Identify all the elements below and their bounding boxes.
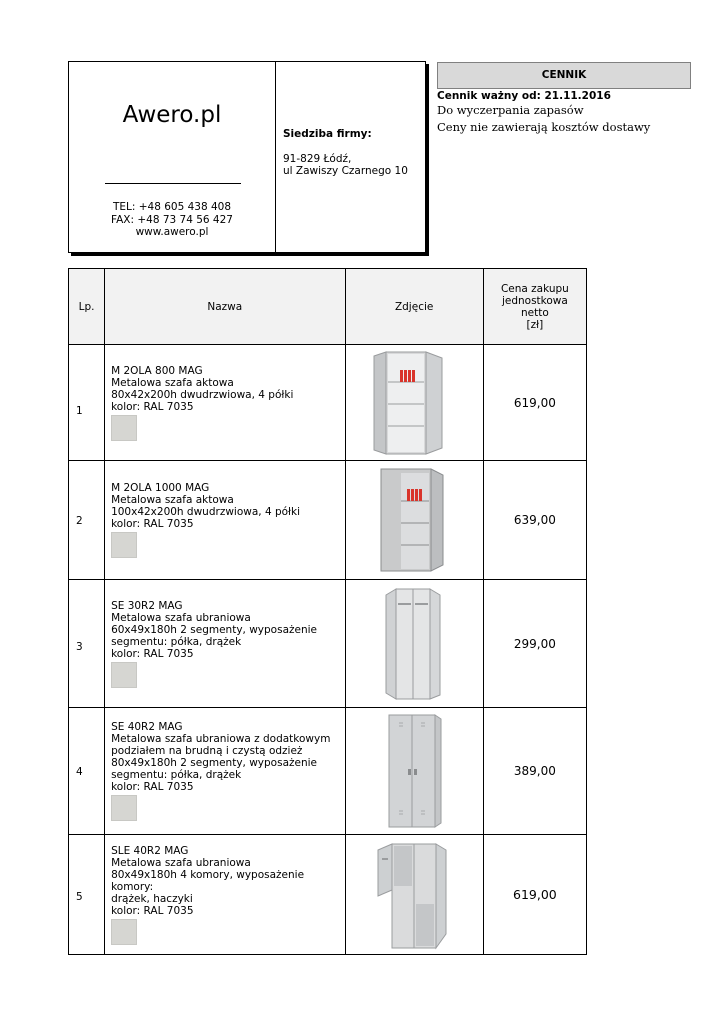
company-logo: Awero.pl <box>122 102 222 128</box>
product-image <box>345 708 483 835</box>
header-price-line: Cena zakupu <box>500 282 569 295</box>
row-price: 389,00 <box>483 708 586 835</box>
description: 60x49x180h 2 segmenty, wyposażenie <box>111 623 318 636</box>
table-row <box>69 580 587 708</box>
color-swatch <box>111 532 137 558</box>
valid-from: Cennik ważny od: 21.11.2016 <box>437 90 611 102</box>
color-swatch <box>111 662 137 688</box>
description: 80x49x180h 2 segmenty, wyposażenie <box>111 757 318 769</box>
description: Metalowa szafa aktowa <box>111 376 234 389</box>
model-name: SLE 40R2 MAG <box>111 844 189 857</box>
product-image <box>345 345 483 461</box>
description: Metalowa szafa ubraniowa <box>111 856 251 869</box>
table-row <box>69 708 587 835</box>
headquarters <box>283 128 408 178</box>
clothes-locker-icon <box>379 711 449 831</box>
description: segmentu: półka, drążek <box>111 769 242 781</box>
header-price-line: jednostkowa <box>501 294 568 307</box>
row-price: 639,00 <box>483 461 586 580</box>
company-box <box>68 61 426 253</box>
color-label: kolor: RAL 7035 <box>111 400 194 413</box>
color-label: kolor: RAL 7035 <box>111 647 194 660</box>
table-header-row <box>69 269 587 345</box>
row-lp: 1 <box>69 345 105 461</box>
website-link[interactable]: www.awero.pl <box>135 226 209 238</box>
hq-label: Siedziba firmy: <box>283 128 372 140</box>
table-row <box>69 835 587 955</box>
model-name: SE 30R2 MAG <box>111 599 183 612</box>
divider <box>105 183 241 184</box>
color-swatch <box>111 795 137 821</box>
product-image <box>345 580 483 708</box>
description: 80x49x180h 4 komory, wyposażenie komory: <box>111 868 305 893</box>
clothes-locker-icon <box>374 585 454 703</box>
row-lp: 3 <box>69 580 105 708</box>
header-price-line: [zł] <box>526 318 544 331</box>
address-line-1: 91-829 Łódź, <box>283 152 352 165</box>
row-price: 619,00 <box>483 345 586 461</box>
row-price: 299,00 <box>483 580 586 708</box>
color-swatch <box>111 415 137 441</box>
note-stock: Do wyczerpania zapasów <box>437 103 584 117</box>
row-lp: 4 <box>69 708 105 835</box>
header-name: Nazwa <box>105 269 345 345</box>
row-name <box>105 835 345 955</box>
row-name <box>105 708 345 835</box>
pricelist-title: CENNIK <box>437 62 691 89</box>
color-swatch <box>111 919 137 945</box>
description: Metalowa szafa aktowa <box>111 494 234 506</box>
model-name: M 2OLA 1000 MAG <box>111 482 210 494</box>
description: 80x42x200h dwudrzwiowa, 4 półki <box>111 388 294 401</box>
description: drążek, haczyki <box>111 892 193 905</box>
table-row <box>69 345 587 461</box>
row-name <box>105 345 345 461</box>
color-label: kolor: RAL 7035 <box>111 518 194 530</box>
contact-block <box>69 201 275 239</box>
color-label: kolor: RAL 7035 <box>111 904 194 917</box>
color-label: kolor: RAL 7035 <box>111 781 194 793</box>
phone: TEL: +48 605 438 408 <box>112 201 232 213</box>
product-image <box>345 835 483 955</box>
description: segmentu: półka, drążek <box>111 635 242 648</box>
document-cabinet-icon <box>372 350 456 456</box>
price-table <box>68 268 587 955</box>
description: podziałem na brudną i czystą odzież <box>111 745 303 757</box>
header-price-line: netto <box>521 306 549 319</box>
address-line-2: ul Zawiszy Czarnego 10 <box>283 165 408 177</box>
header-price <box>483 269 586 345</box>
row-lp: 2 <box>69 461 105 580</box>
row-lp: 5 <box>69 835 105 955</box>
document-cabinet-icon <box>369 465 459 575</box>
header-lp: Lp. <box>69 269 105 345</box>
row-name <box>105 461 345 580</box>
product-image <box>345 461 483 580</box>
description: 100x42x200h dwudrzwiowa, 4 półki <box>111 506 301 518</box>
fax: FAX: +48 73 74 56 427 <box>111 213 233 226</box>
table-row <box>69 461 587 580</box>
model-name: SE 40R2 MAG <box>111 721 183 733</box>
header-image: Zdjęcie <box>345 269 483 345</box>
description: Metalowa szafa ubraniowa <box>111 611 251 624</box>
row-price: 619,00 <box>483 835 586 955</box>
company-info <box>69 62 276 252</box>
l-locker-icon <box>372 838 456 952</box>
row-name <box>105 580 345 708</box>
model-name: M 2OLA 800 MAG <box>111 364 203 377</box>
description: Metalowa szafa ubraniowa z dodatkowym <box>111 733 331 745</box>
note-delivery: Ceny nie zawierają kosztów dostawy <box>437 120 651 134</box>
